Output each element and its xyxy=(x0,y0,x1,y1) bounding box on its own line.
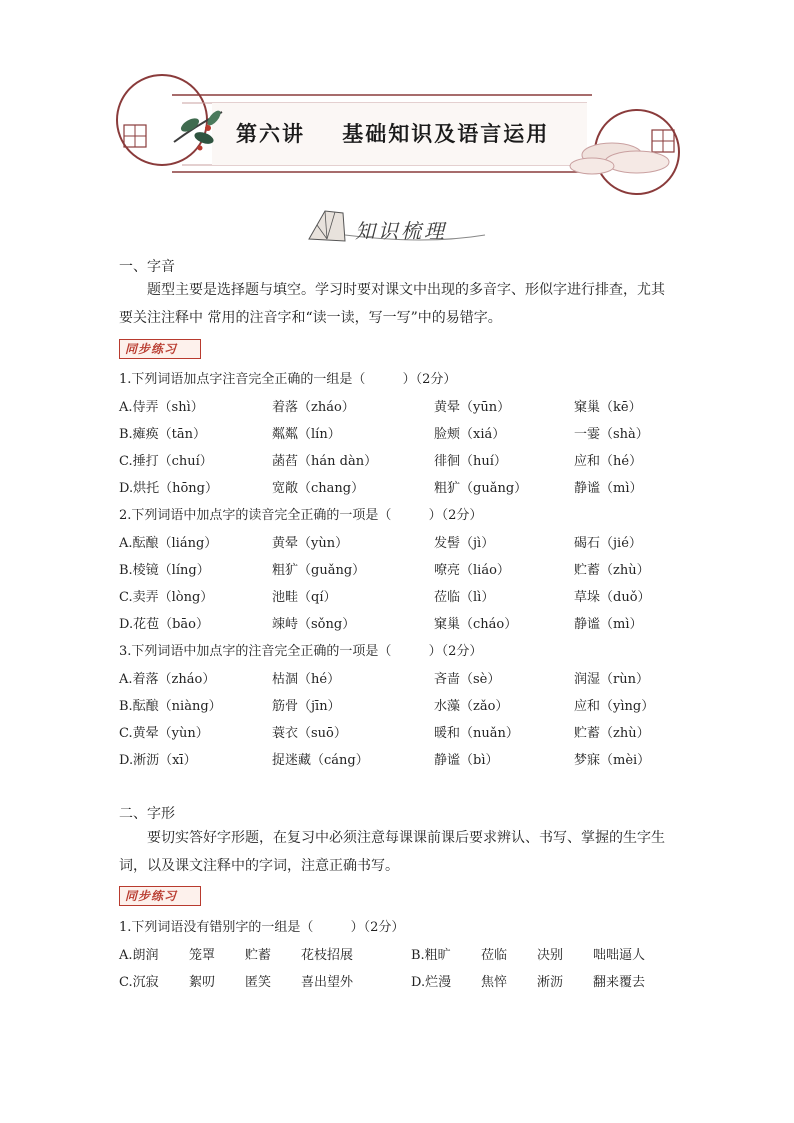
option-row: D.淅沥（xī） 捉迷藏（cáng） 静谧（bì） 梦寐（mèi） xyxy=(119,753,651,768)
knowledge-badge: 知识梳理 xyxy=(355,219,447,243)
practice-tag: 同步练习 xyxy=(119,339,201,359)
option-row: C.捶打（chuí） 菡萏（hán dàn） 徘徊（huí） 应和（hé） xyxy=(119,454,643,469)
section-heading-glyph: 二、字形 xyxy=(119,806,175,822)
option-row: C.黄晕（yùn） 蓑衣（suō） 暖和（nuǎn） 贮蓄（zhù） xyxy=(119,726,650,741)
option-row: A.着落（zháo） 枯涸（hé） 吝啬（sè） 润湿（rùn） xyxy=(119,672,649,687)
page-title: 第六讲 基础知识及语言运用 xyxy=(236,121,550,146)
question-stem: 1.下列词语加点字注音完全正确的一组是（ ）（2分） xyxy=(119,372,457,387)
question-stem: 1.下列词语没有错别字的一组是（ ）（2分） xyxy=(119,920,405,935)
option-row: A.酝酿（liáng） 黄晕（yùn） 发髻（jì） 碣石（jié） xyxy=(119,536,642,551)
option-row: A.侍弄（shì） 着落（zháo） 黄晕（yūn） 窠巢（kē） xyxy=(119,400,642,415)
section-intro-glyph: 要切实答好字形题，在复习中必须注意每课课前课后要求辨认、书写、掌握的生字生词，以及课文注释中的字词，注意正确书写。 xyxy=(119,830,665,874)
option-row: B.酝酿（niàng） 筋骨（jīn） 水藻（zǎo） 应和（yìng） xyxy=(119,699,655,714)
question-stem: 2.下列词语中加点字的读音完全正确的一项是（ ）（2分） xyxy=(119,508,483,523)
option-row: C.沉寂 絮叨 匿笑 喜出望外 D.烂漫 焦悴 淅沥 翻来覆去 xyxy=(119,975,646,990)
option-row: B.瘫痪（tān） 粼粼（lín） 脸颊（xiá） 一霎（shà） xyxy=(119,427,649,442)
practice-tag: 同步练习 xyxy=(119,886,201,906)
option-row: B.棱镜（líng） 粗犷（guǎng） 嘹亮（liáo） 贮蓄（zhù） xyxy=(119,563,650,578)
question-stem: 3.下列词语中加点字的注音完全正确的一项是（ ）（2分） xyxy=(119,644,483,659)
option-row: C.卖弄（lòng） 池畦（qí） 莅临（lì） 草垛（duǒ） xyxy=(119,590,651,605)
option-row: D.花苞（bāo） 竦峙（sǒng） 窠巢（cháo） 静谧（mì） xyxy=(119,617,643,632)
option-row: A.朗润 笼罩 贮蓄 花枝招展 B.粗旷 莅临 决别 咄咄逼人 xyxy=(119,948,646,963)
option-row: D.烘托（hōng） 宽敞（chang） 粗犷（guǎng） 静谧（mì） xyxy=(119,481,643,496)
section-intro-pronunciation: 题型主要是选择题与填空。学习时要对课文中出现的多音字、形似字进行排查，尤其要关注注释中 常用的注音字和“读一读，写一写”中的易错字。 xyxy=(119,282,665,326)
section-heading-pronunciation: 一、字音 xyxy=(119,259,175,275)
